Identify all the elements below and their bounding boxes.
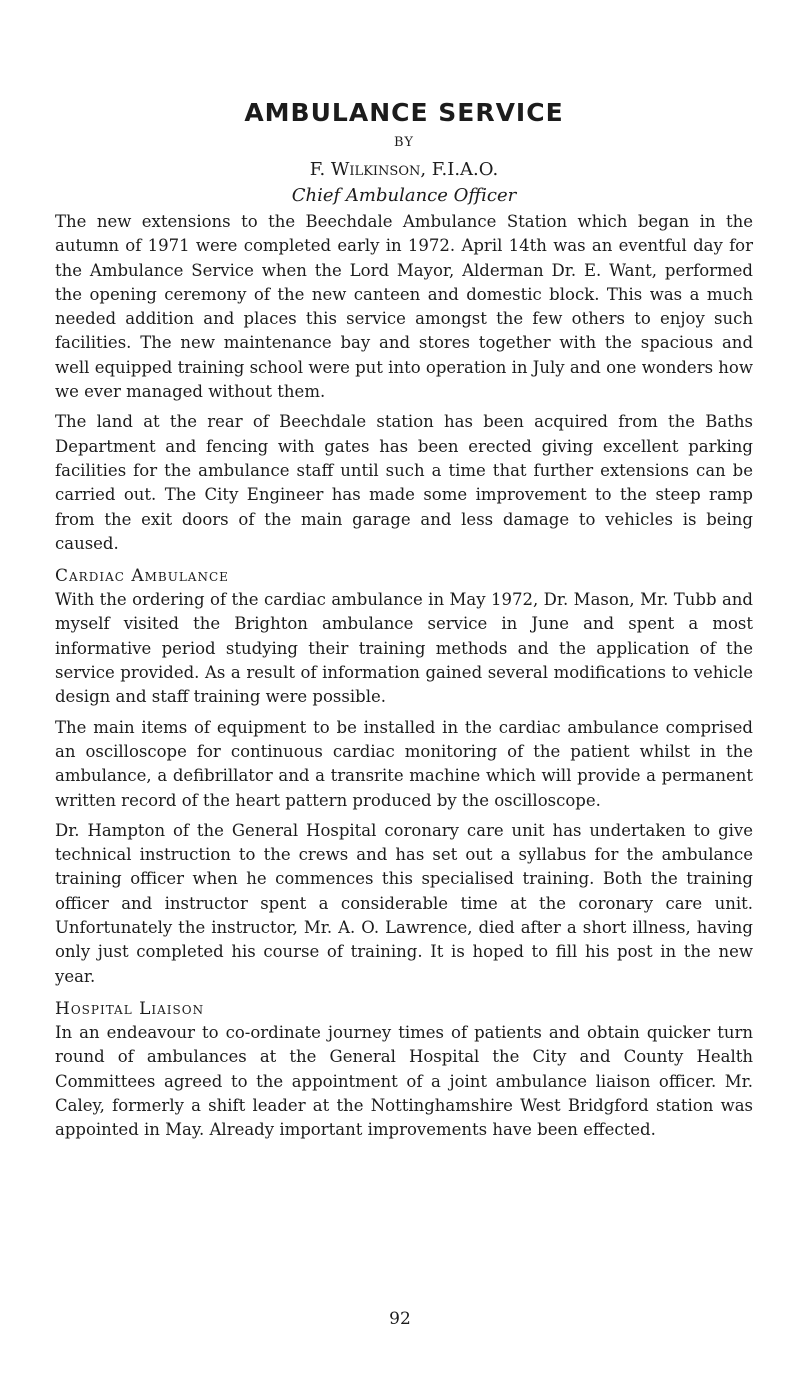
page-number: 92 <box>389 1309 411 1329</box>
author-role: Chief Ambulance Officer <box>291 185 517 206</box>
paragraph: Dr. Hampton of the General Hospital coronary care unit has undertaken to give technical instruction to the crews and has set out a syllabus for the ambulance training officer when he commences this specialised training. Both the training officer and instructor spent a considerable time at the coronary care unit. Unfortunately the instructor, Mr. A. O. Lawrence, died after a short illness, having only just completed his course of training. It is hoped to fill his post in the new year. <box>55 820 753 986</box>
paragraph: The land at the rear of Beechdale station has been acquired from the Baths Department and fencing with gates has been erected giving excellent parking facilities for the ambulance staff until such a time that further extensions can be carried out. The City Engineer has made some improvement to the steep ramp from the exit doors of the main garage and less damage to vehicles is being caused. <box>55 412 753 553</box>
section-heading-hospital-liaison: Hospital Liaison <box>55 998 205 1019</box>
paragraph: The new extensions to the Beechdale Ambulance Station which began in the autumn of 1971 were completed early in 1972. April 14th was an eventful day for the Ambulance Service when the Lord Mayor, Alderman Dr. E. Want, performed the opening ceremony of the new canteen and domestic block. This was a much needed addition and places this service amongst the few others to enjoy such facilities. The new maintenance bay and stores together with the spacious and well equipped training school were put into operation in July and one wonders how we ever managed without them. <box>55 212 753 402</box>
byline-label: BY <box>394 135 414 150</box>
paragraph: The main items of equipment to be installed in the cardiac ambulance comprised an oscilloscope for continuous cardiac monitoring of the patient whilst in the ambulance, a defibrillator and a transrite machine which will provide a permanent written record of the heart pattern produced by the oscilloscope. <box>55 717 753 810</box>
author-name <box>55 158 753 182</box>
author-name-text: F. Wilkinson, F.I.A.O. <box>309 159 499 180</box>
document-title: AMBULANCE SERVICE <box>244 98 564 127</box>
section-heading-cardiac-ambulance: Cardiac Ambulance <box>55 566 229 587</box>
document-page <box>55 96 753 1148</box>
paragraph: In an endeavour to co-ordinate journey times of patients and obtain quicker turn round of ambulances at the General Hospital the City and County Health Committees agreed to the appointment of a joint ambulance liaison officer. Mr. Caley, formerly a shift leader at the Nottinghamshire West Bridgford station was appointed in May. Already important improvements have been effected. <box>55 1022 753 1140</box>
paragraph: With the ordering of the cardiac ambulance in May 1972, Dr. Mason, Mr. Tubb and myself visited the Brighton ambulance service in June and spent a most informative period studying their training methods and the application of the service provided. As a result of information gained several modifications to vehicle design and staff training were possible. <box>55 590 753 707</box>
